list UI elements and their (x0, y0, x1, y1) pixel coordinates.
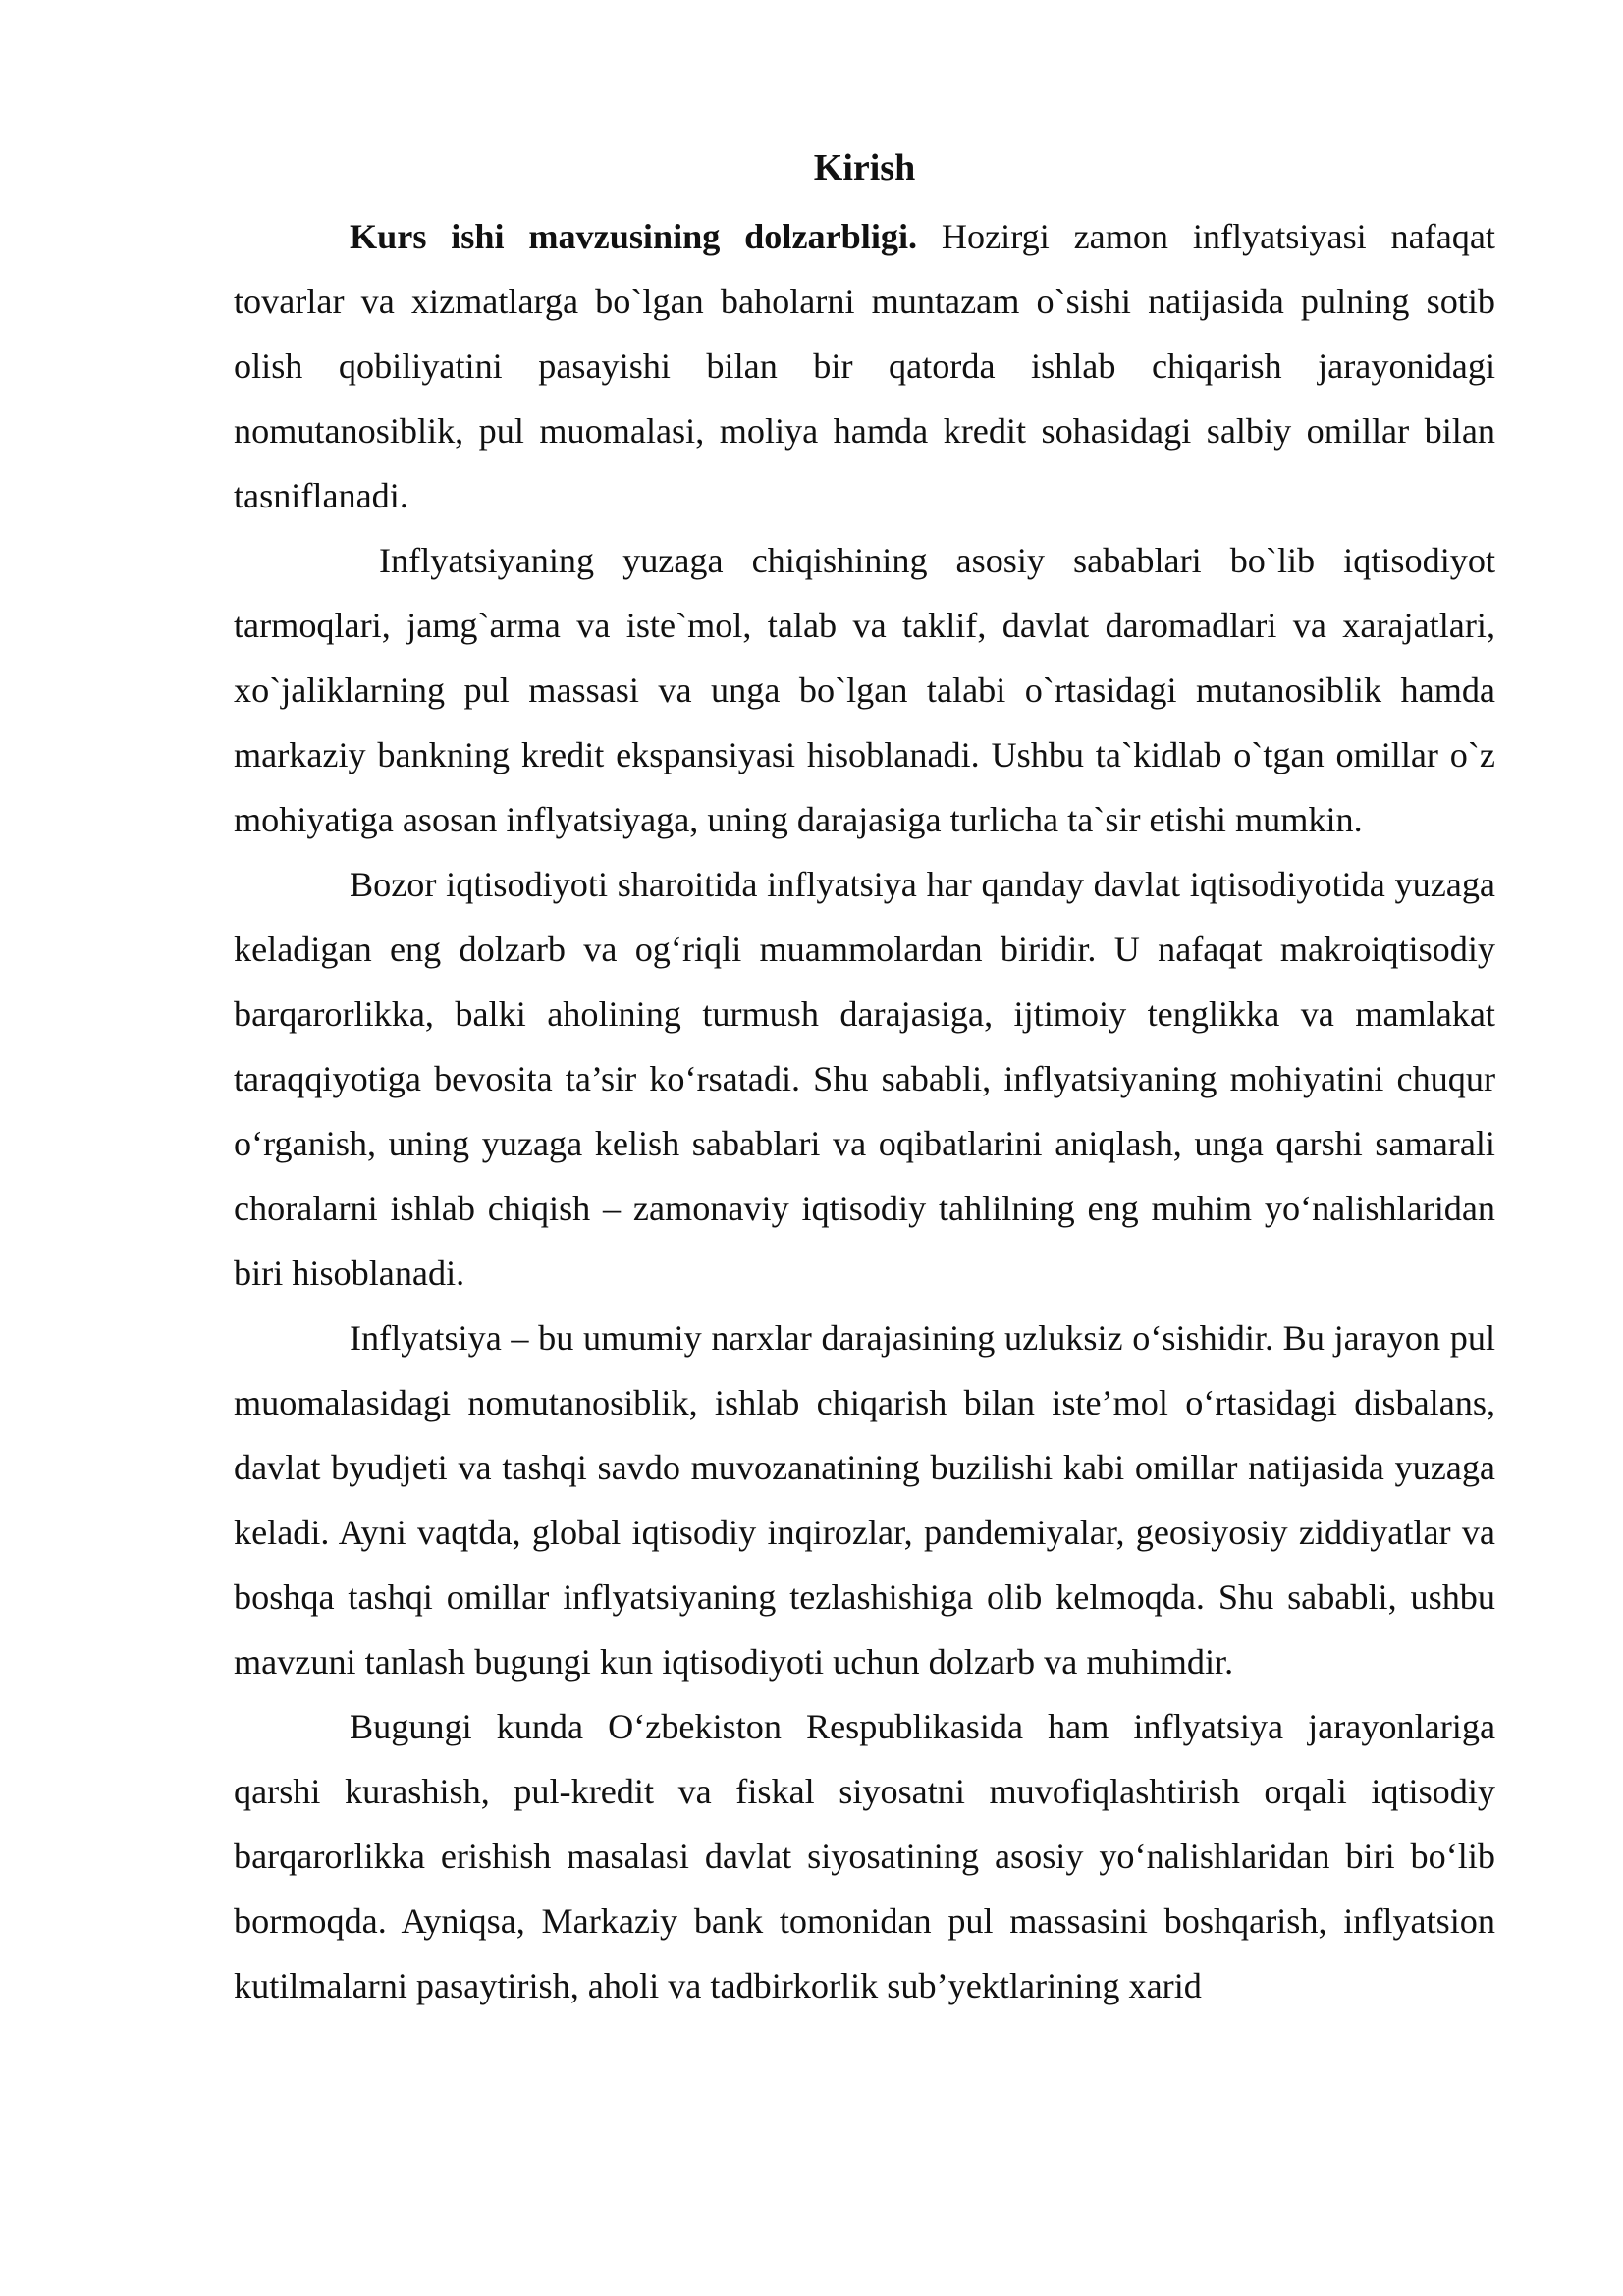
paragraph-text: Inflyatsiya – bu umumiy narxlar darajasining uzluksiz o‘sishidir. Bu jarayon pul muomalasidagi nomutanosiblik, ishlab chiqarish bilan iste’mol o‘rtasidagi disbalans, davlat byudjeti va tashqi savdo muvozanatining buzilishi kabi omillar natijasida yuzaga keladi. Ayni vaqtda, global iqtisodiy inqirozlar, pandemiyalar, geosiyosiy ziddiyatlar va boshqa tashqi omillar inflyatsiyaning tezlashishiga olib kelmoqda. Shu sababli, ushbu mavzuni tanlash bugungi kun iqtisodiyoti uchun dolzarb va muhimdir. (234, 1318, 1495, 1682)
paragraph-text: Hozirgi zamon inflyatsiyasi nafaqat tovarlar va xizmatlarga bo`lgan baholarni muntazam o`sishi natijasida pulning sotib olish qobiliyatini pasayishi bilan bir qatorda ishlab chiqarish jarayonidagi nomutanosiblik, pul muomalasi, moliya hamda kredit sohasidagi salbiy omillar bilan tasniflanadi. (234, 217, 1495, 515)
document-body (234, 143, 1495, 2018)
paragraph-text: Inflyatsiyaning yuzaga chiqishining asosiy sabablari bo`lib iqtisodiyot tarmoqlari, jamg`arma va iste`mol, talab va taklif, davlat daromadlari va xarajatlari, xo`jaliklarning pul massasi va unga bo`lgan talabi o`rtasidagi mutanosiblik hamda markaziy bankning kredit ekspansiyasi hisoblanadi. Ushbu ta`kidlab o`tgan omillar o`z mohiyatiga asosan inflyatsiyaga, uning darajasiga turlicha ta`sir etishi mumkin. (234, 541, 1495, 839)
paragraph-text: Bugungi kunda O‘zbekiston Respublikasida ham inflyatsiya jarayonlariga qarshi kurashish, pul-kredit va fiskal siyosatni muvofiqlashtirish orqali iqtisodiy barqarorlikka erishish masalasi davlat siyosatining asosiy yo‘nalishlaridan biri bo‘lib bormoqda. Ayniqsa, Markaziy bank tomonidan pul massasini boshqarish, inflyatsion kutilmalarni pasaytirish, aholi va tadbirkorlik sub’yektlarining xarid (234, 1707, 1495, 2005)
paragraph-uzbekistan (234, 1694, 1495, 2018)
paragraph-definition (234, 1306, 1495, 1694)
paragraph-relevance (234, 204, 1495, 528)
paragraph-market-economy (234, 852, 1495, 1306)
paragraph-causes (234, 528, 1495, 852)
paragraph-lead: Kurs ishi mavzusining dolzarbligi. (350, 217, 918, 256)
paragraph-text: Bozor iqtisodiyoti sharoitida inflyatsiya har qanday davlat iqtisodiyotida yuzaga keladigan eng dolzarb va og‘riqli muammolardan biridir. U nafaqat makroiqtisodiy barqarorlikka, balki aholining turmush darajasiga, ijtimoiy tenglikka va mamlakat taraqqiyotiga bevosita ta’sir ko‘rsatadi. Shu sababli, inflyatsiyaning mohiyatini chuqur o‘rganish, uning yuzaga kelish sabablari va oqibatlarini aniqlash, unga qarshi samarali choralarni ishlab chiqish – zamonaviy iqtisodiy tahlilning eng muhim yo‘nalishlaridan biri hisoblanadi. (234, 865, 1495, 1293)
page-title: Kirish (813, 147, 916, 188)
